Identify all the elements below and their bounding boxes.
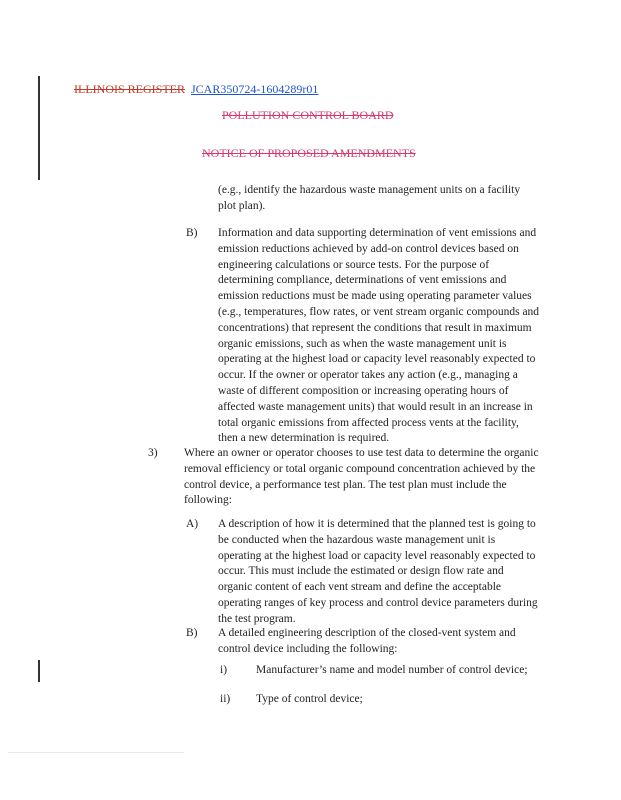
item-i-text: Manufacturer’s name and model number of control device; [256, 664, 528, 676]
continuation-text: (e.g., identify the hazardous waste management units on a facility plot plan). [218, 184, 521, 212]
item-ii-label: ii) [220, 693, 231, 705]
item-b2-label: B) [186, 627, 198, 639]
register-header [74, 82, 318, 96]
revision-change-bar-bottom [38, 660, 40, 682]
footer-rule [8, 752, 184, 753]
item-b1-text: Information and data supporting determination of vent emissions and emission reductions achieved by add-on control devices based on engineering calculations or source tests. For the purpose of determining compliance, determinations of vent emissions and emission reductions must be made using operating parameter values (e.g., temperatures, flow rates, or vent stream organic compounds and concentrations) that represent the conditions that result in maximum organic emissions, such as when the waste management unit is operating at the highest load or capacity level reasonably expected to occur. If the owner or operator takes any action (e.g., managing a waste of different composition or increasing operating hours of affected waste management units) that would result in an increase in total organic emissions from affected process vents at the facility, then a new determination is required. [218, 227, 540, 445]
item-i-label: i) [220, 664, 228, 676]
revision-change-bar-top [38, 76, 40, 180]
notice-title: NOTICE OF PROPOSED AMENDMENTS [202, 146, 416, 160]
item-ii-text: Type of control device; [256, 693, 363, 705]
item-b1-label: B) [186, 227, 198, 239]
board-title: POLLUTION CONTROL BOARD [222, 108, 394, 122]
item-a-text: A description of how it is determined that the planned test is going to be conducted when the hazardous waste management unit is operating at the highest load or capacity level reasonably expected to occur. This must include the estimated or design flow rate and organic content of each vent stream and define the acceptable operating ranges of key process and control device parameters during the test program. [218, 518, 538, 625]
register-id-inserted: JCAR350724-1604289r01 [191, 82, 319, 96]
register-title-struck: ILLINOIS REGISTER [74, 82, 185, 96]
item-b2-text: A detailed engineering description of the closed-vent system and control device including the following: [218, 627, 516, 655]
item-3-text: Where an owner or operator chooses to use test data to determine the organic removal efficiency or total organic compound concentration achieved by the control device, a performance test plan. The test plan must include the following: [184, 447, 539, 507]
item-3-label: 3) [148, 447, 158, 459]
item-a-label: A) [186, 518, 199, 530]
